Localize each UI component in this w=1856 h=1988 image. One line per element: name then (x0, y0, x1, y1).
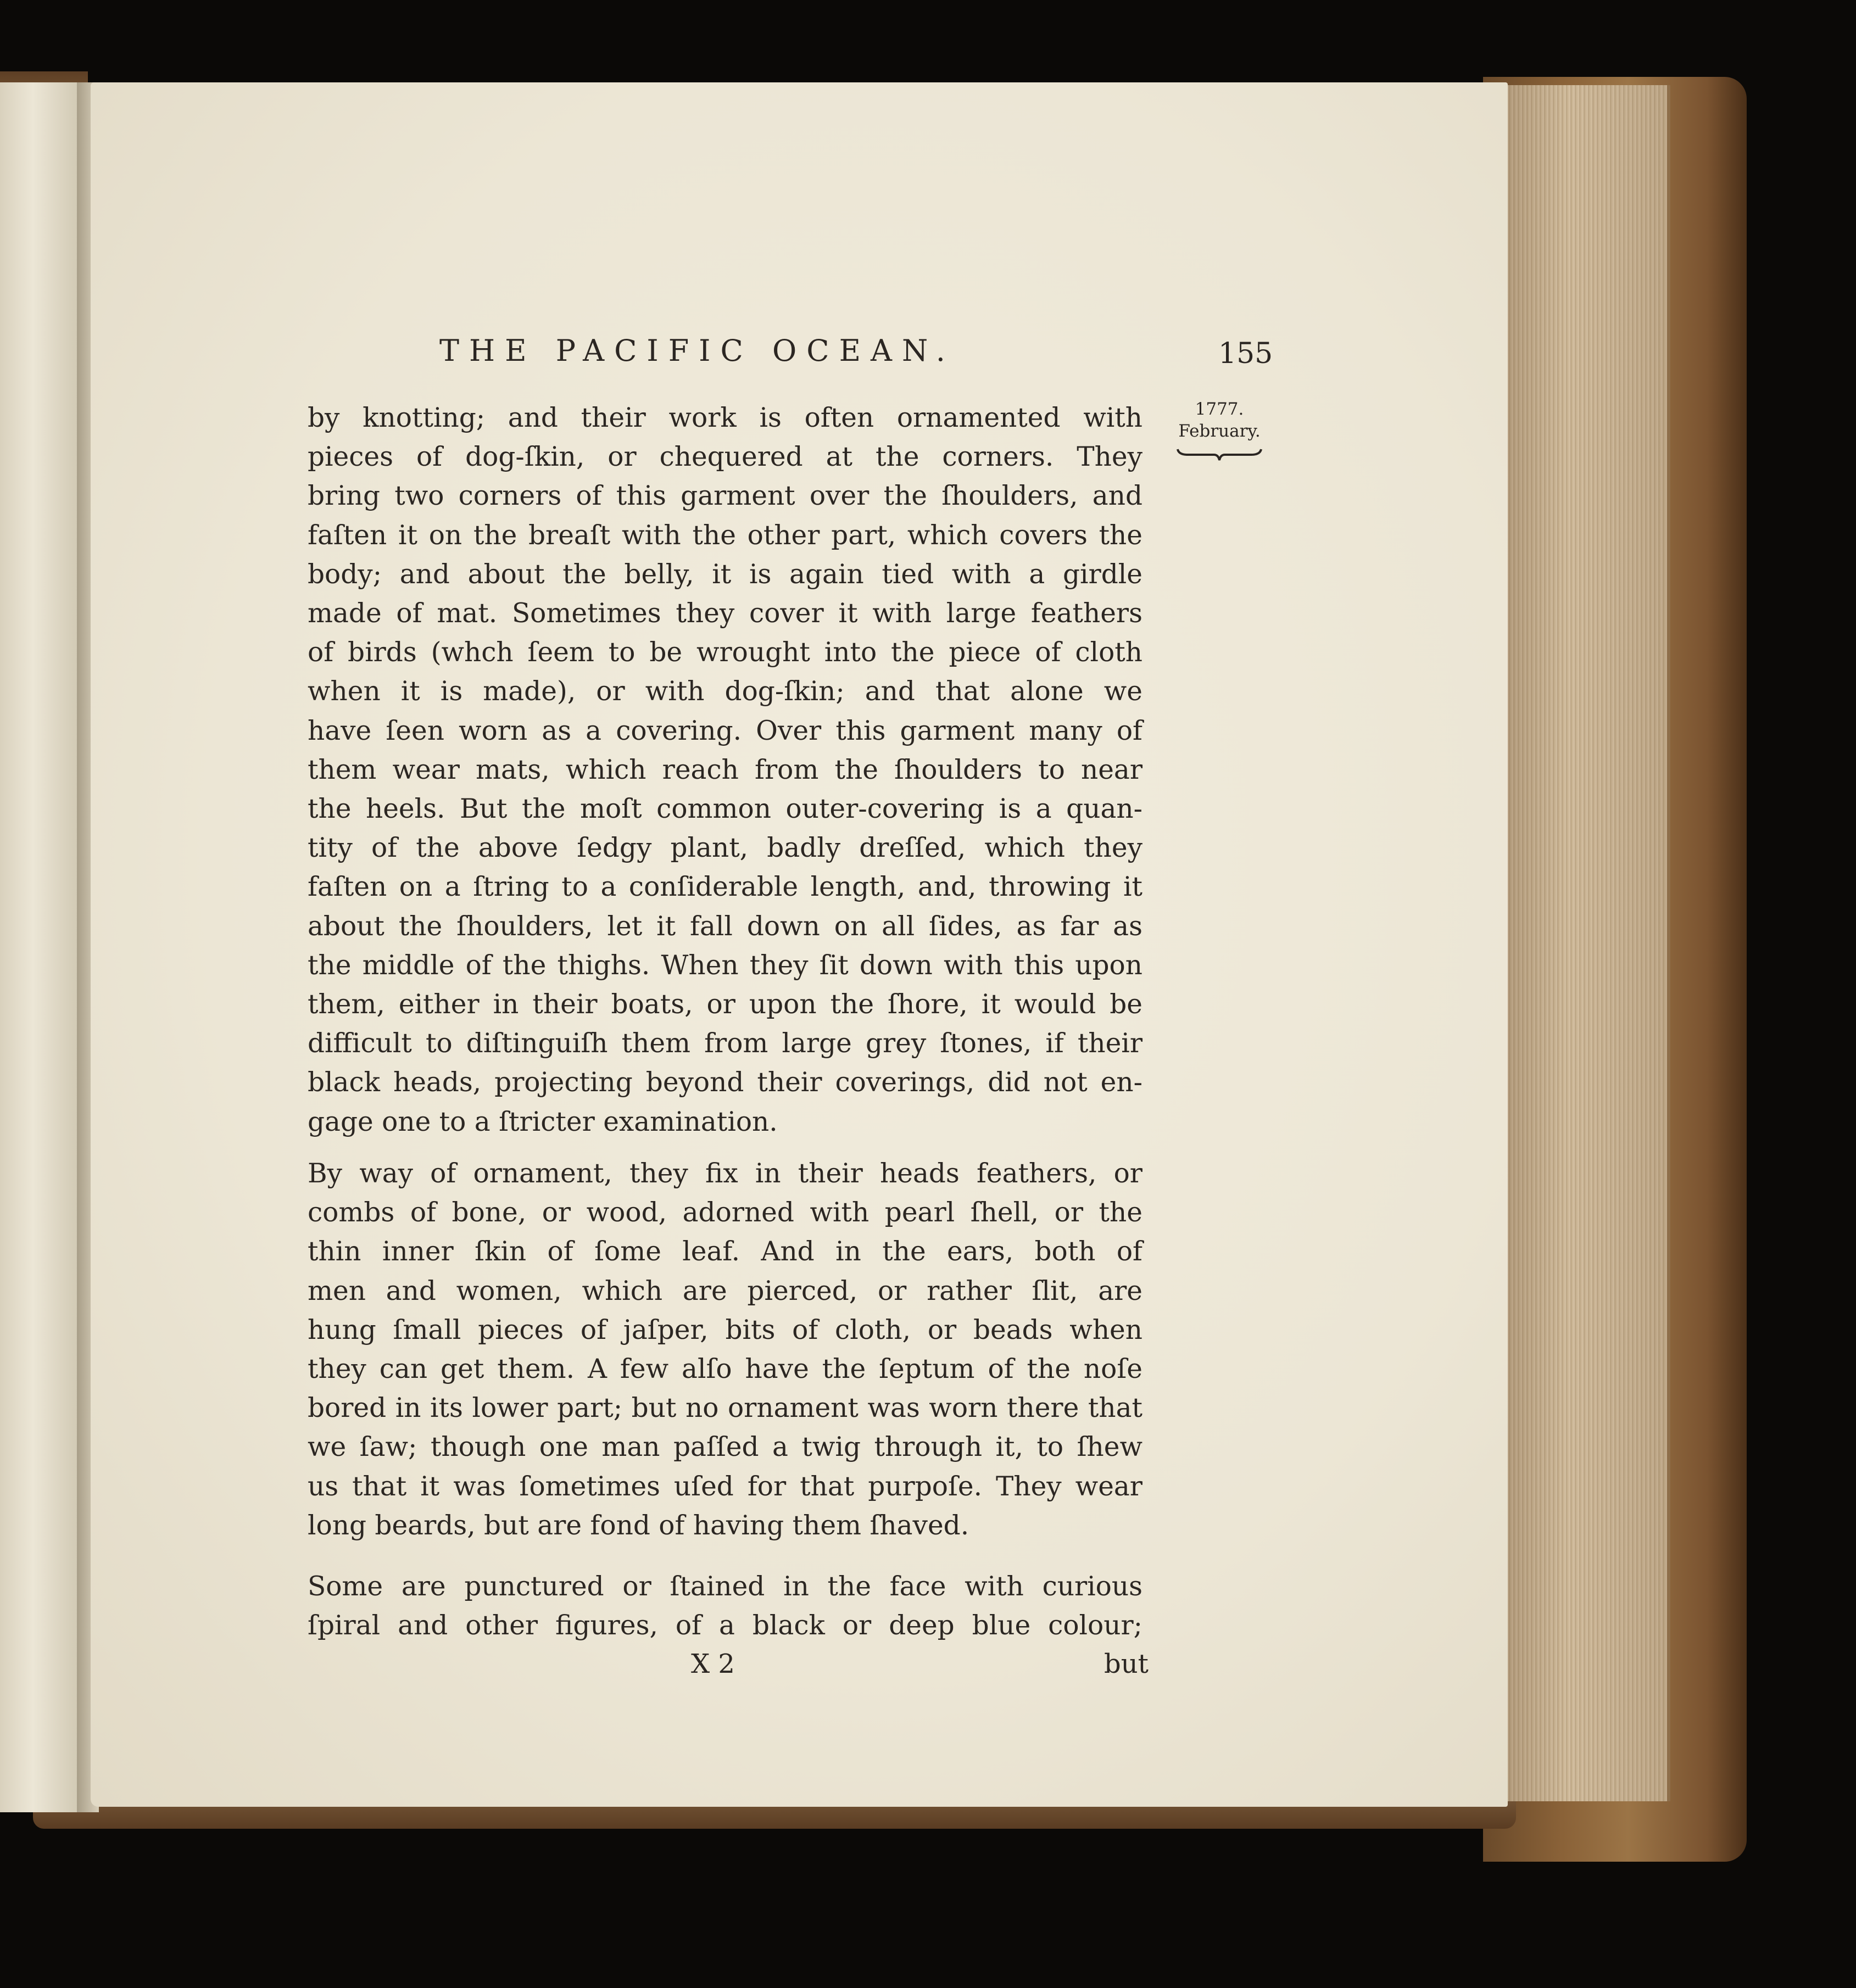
text-line: long beards, but are fond of having them ſhaved. (308, 1510, 969, 1541)
catchword: but (1104, 1649, 1149, 1679)
text-line: difficult to diſtinguiſh them from large grey ſtones, if their (308, 1028, 1142, 1059)
text-line: them wear mats, which reach from the ſhoulders to near (308, 754, 1142, 785)
text-line: have ſeen worn as a covering. Over this garment many of (308, 715, 1142, 746)
text-line: black heads, projecting beyond their coverings, did not en- (308, 1067, 1142, 1098)
fore-edge-shading (1502, 85, 1667, 1801)
text-line: By way of ornament, they fix in their heads feathers, or (308, 1158, 1142, 1189)
text-line: tity of the above ſedgy plant, badly dreſſed, which they (308, 833, 1142, 864)
text-line: Some are punctured or ſtained in the face with curious (308, 1571, 1142, 1602)
text-line: made of mat. Sometimes they cover it with large feathers (308, 598, 1142, 629)
margin-note-year: 1777. (1195, 399, 1244, 419)
page-number: 155 (1218, 337, 1273, 370)
paragraph-1 (308, 399, 1142, 1142)
text-line: they can get them. A few alſo have the ſeptum of the noſe (308, 1354, 1142, 1385)
text-line: gage one to a ſtricter examination. (308, 1106, 778, 1137)
text-line: about the ſhoulders, let it fall down on all ſides, as far as (308, 911, 1142, 942)
signature-mark: X 2 (691, 1649, 735, 1679)
text-line: hung ſmall pieces of jaſper, bits of cloth, or beads when (308, 1314, 1142, 1345)
text-line: the middle of the thighs. When they ſit down with this upon (308, 950, 1142, 981)
text-line: when it is made), or with dog-ſkin; and that alone we (308, 676, 1142, 707)
text-line: men and women, which are pierced, or rather ſlit, are (308, 1275, 1142, 1306)
text-line: faſten on a ſtring to a conſiderable length, and, throwing it (308, 872, 1142, 903)
paragraph-3 (308, 1567, 1142, 1645)
text-line: by knotting; and their work is often ornamented with (308, 403, 1142, 433)
text-line: faſten it on the breaſt with the other part, which covers the (308, 520, 1142, 551)
text-line: bored in its lower part; but no ornament was worn there that (308, 1393, 1142, 1424)
text-line: us that it was ſometimes uſed for that purpoſe. They wear (308, 1471, 1142, 1502)
paragraph-2 (308, 1154, 1142, 1545)
text-line: the heels. But the moſt common outer-covering is a quan- (308, 794, 1142, 825)
text-line: ſpiral and other figures, of a black or deep blue colour; (308, 1610, 1142, 1641)
margin-note-month: February. (1178, 421, 1261, 441)
text-line: bring two corners of this garment over the ſhoulders, and (308, 481, 1142, 512)
text-line: we ſaw; though one man paſſed a twig through it, to ſhew (308, 1432, 1142, 1463)
text-line: of birds (whch ſeem to be wrought into the piece of cloth (308, 637, 1142, 668)
running-title: THE PACIFIC OCEAN. (439, 333, 955, 368)
text-line: them, either in their boats, or upon the ſhore, it would be (308, 989, 1142, 1020)
margin-brace-icon (1175, 446, 1263, 462)
facing-page-edge (0, 82, 82, 1812)
text-line: pieces of dog-ſkin, or chequered at the corners. They (308, 442, 1142, 473)
text-line: thin inner ſkin of ſome leaf. And in the ears, both of (308, 1236, 1142, 1267)
text-line: body; and about the belly, it is again tied with a girdle (308, 559, 1142, 590)
text-line: combs of bone, or wood, adorned with pearl ſhell, or the (308, 1197, 1142, 1228)
